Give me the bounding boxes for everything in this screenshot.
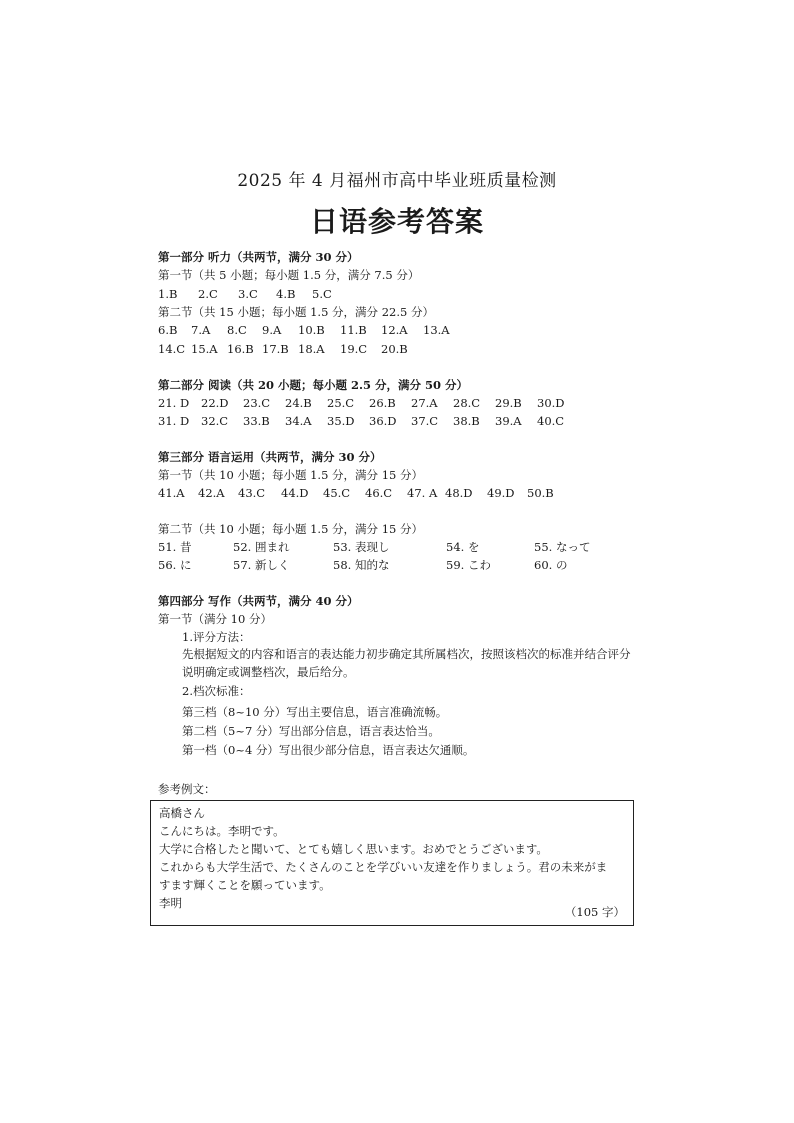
answer-item: 50.B [527, 486, 554, 500]
char-count: （105 字） [564, 905, 625, 919]
answer-key-title: 日语参考答案 [309, 205, 484, 238]
level-3: 第三档（8~10 分）写出主要信息，语言准确流畅。 [182, 705, 448, 719]
part2-row1 [158, 396, 577, 410]
sample-line: 高橋さん [159, 806, 205, 820]
part4-sec1-heading: 第一节（满分 10 分） [158, 612, 272, 626]
part1-heading: 第一部分 听力（共两节，满分 30 分） [158, 250, 359, 264]
answer-item: 56. に [158, 558, 192, 572]
answer-item: 42.A [198, 486, 225, 500]
answer-item: 40.C [537, 414, 565, 428]
exam-title: 2025 年 4 月福州市高中毕业班质量检测 [237, 171, 557, 191]
part1-sec2-heading: 第二节（共 15 小题；每小题 1.5 分，满分 22.5 分） [158, 305, 434, 319]
part1-sec1-heading: 第一节（共 5 小题；每小题 1.5 分，满分 7.5 分） [158, 268, 420, 282]
answer-item: 34.A [285, 414, 312, 428]
part3-heading: 第三部分 语言运用（共两节，满分 30 分） [158, 450, 382, 464]
sample-essay-box [150, 800, 634, 926]
answer-item: 49.D [487, 486, 515, 500]
method-text [158, 645, 638, 681]
answer-item: 17.B [262, 342, 289, 356]
answer-item: 54. を [446, 540, 480, 554]
part4-heading: 第四部分 写作（共两节，满分 40 分） [158, 594, 359, 608]
part1-sec2-row1 [158, 323, 463, 337]
part2-heading: 第二部分 阅读（共 20 小题；每小题 2.5 分，满分 50 分） [158, 378, 469, 392]
answer-item: 43.C [238, 486, 266, 500]
part3-sec2-row1 [158, 540, 614, 554]
answer-item: 11.B [340, 323, 367, 337]
answer-item: 23.C [243, 396, 271, 410]
answer-item: 45.C [323, 486, 351, 500]
part3-sec2-heading: 第二节（共 10 小题；每小题 1.5 分，满分 15 分） [158, 522, 423, 536]
answer-item: 10.B [298, 323, 325, 337]
answer-item: 37.C [411, 414, 439, 428]
answer-item: 19.C [340, 342, 368, 356]
answer-item: 38.B [453, 414, 480, 428]
answer-item: 57. 新しく [233, 558, 290, 572]
part2-row2 [158, 414, 577, 428]
answer-item: 4.B [276, 287, 296, 301]
answer-item: 53. 表现し [333, 540, 390, 554]
part1-sec1-answers [158, 287, 348, 301]
method-title: 1.评分方法： [182, 630, 251, 644]
answer-item: 59. こわ [446, 558, 491, 572]
sample-line: 大学に合格したと聞いて、とても嬉しく思います。おめでとうございます。 [159, 842, 548, 856]
part1-sec2-row2 [158, 342, 421, 356]
level-1: 第一档（0~4 分）写出很少部分信息，语言表达欠通顺。 [182, 743, 475, 757]
answer-item: 58. 知的な [333, 558, 390, 572]
answer-item: 55. なって [534, 540, 591, 554]
answer-item: 22.D [201, 396, 229, 410]
answer-item: 7.A [191, 323, 211, 337]
answer-item: 3.C [238, 287, 258, 301]
answer-item: 1.B [158, 287, 178, 301]
level-2: 第二档（5~7 分）写出部分信息，语言表达恰当。 [182, 724, 440, 738]
answer-item: 25.C [327, 396, 355, 410]
answer-item: 20.B [381, 342, 408, 356]
method-paragraph: 先根据短文的内容和语言的表达能力初步确定其所属档次，按照该档次的标准并结合评分说明确定或调整档次，最后给分。 [182, 647, 631, 679]
answer-item: 15.A [191, 342, 218, 356]
answer-item: 28.C [453, 396, 481, 410]
sample-line: 李明 [159, 896, 182, 910]
answer-item: 8.C [227, 323, 247, 337]
answer-item: 35.D [327, 414, 355, 428]
answer-item: 32.C [201, 414, 229, 428]
answer-item: 36.D [369, 414, 397, 428]
answer-item: 2.C [198, 287, 218, 301]
answer-item: 26.B [369, 396, 396, 410]
answer-item: 13.A [423, 323, 450, 337]
answer-item: 9.A [262, 323, 282, 337]
answer-item: 48.D [445, 486, 473, 500]
answer-item: 12.A [381, 323, 408, 337]
part3-sec1-heading: 第一节（共 10 小题；每小题 1.5 分，满分 15 分） [158, 468, 423, 482]
answer-item: 5.C [312, 287, 332, 301]
answer-item: 18.A [298, 342, 325, 356]
part3-sec2-row2 [158, 558, 614, 572]
sample-line: すます輝くことを願っています。 [159, 878, 331, 892]
answer-item: 39.A [495, 414, 522, 428]
answer-item: 31. D [158, 414, 190, 428]
answer-item: 30.D [537, 396, 565, 410]
part3-sec1-answers [158, 486, 567, 500]
standard-title: 2.档次标准： [182, 684, 251, 698]
answer-item: 51. 昔 [158, 540, 192, 554]
answer-item: 52. 囲まれ [233, 540, 290, 554]
sample-line: これからも大学生活で、たくさんのことを学びいい友達を作りましょう。君の未来がま [159, 860, 608, 874]
sample-label: 参考例文： [158, 782, 216, 796]
answer-item: 44.D [281, 486, 309, 500]
sample-line: こんにちは。李明です。 [159, 824, 285, 838]
answer-item: 29.B [495, 396, 522, 410]
answer-item: 21. D [158, 396, 190, 410]
answer-item: 60. の [534, 558, 568, 572]
answer-item: 47. A [407, 486, 438, 500]
answer-item: 24.B [285, 396, 312, 410]
answer-item: 27.A [411, 396, 438, 410]
answer-item: 6.B [158, 323, 178, 337]
answer-item: 46.C [365, 486, 393, 500]
answer-item: 41.A [158, 486, 185, 500]
answer-item: 16.B [227, 342, 254, 356]
answer-item: 14.C [158, 342, 186, 356]
answer-item: 33.B [243, 414, 270, 428]
